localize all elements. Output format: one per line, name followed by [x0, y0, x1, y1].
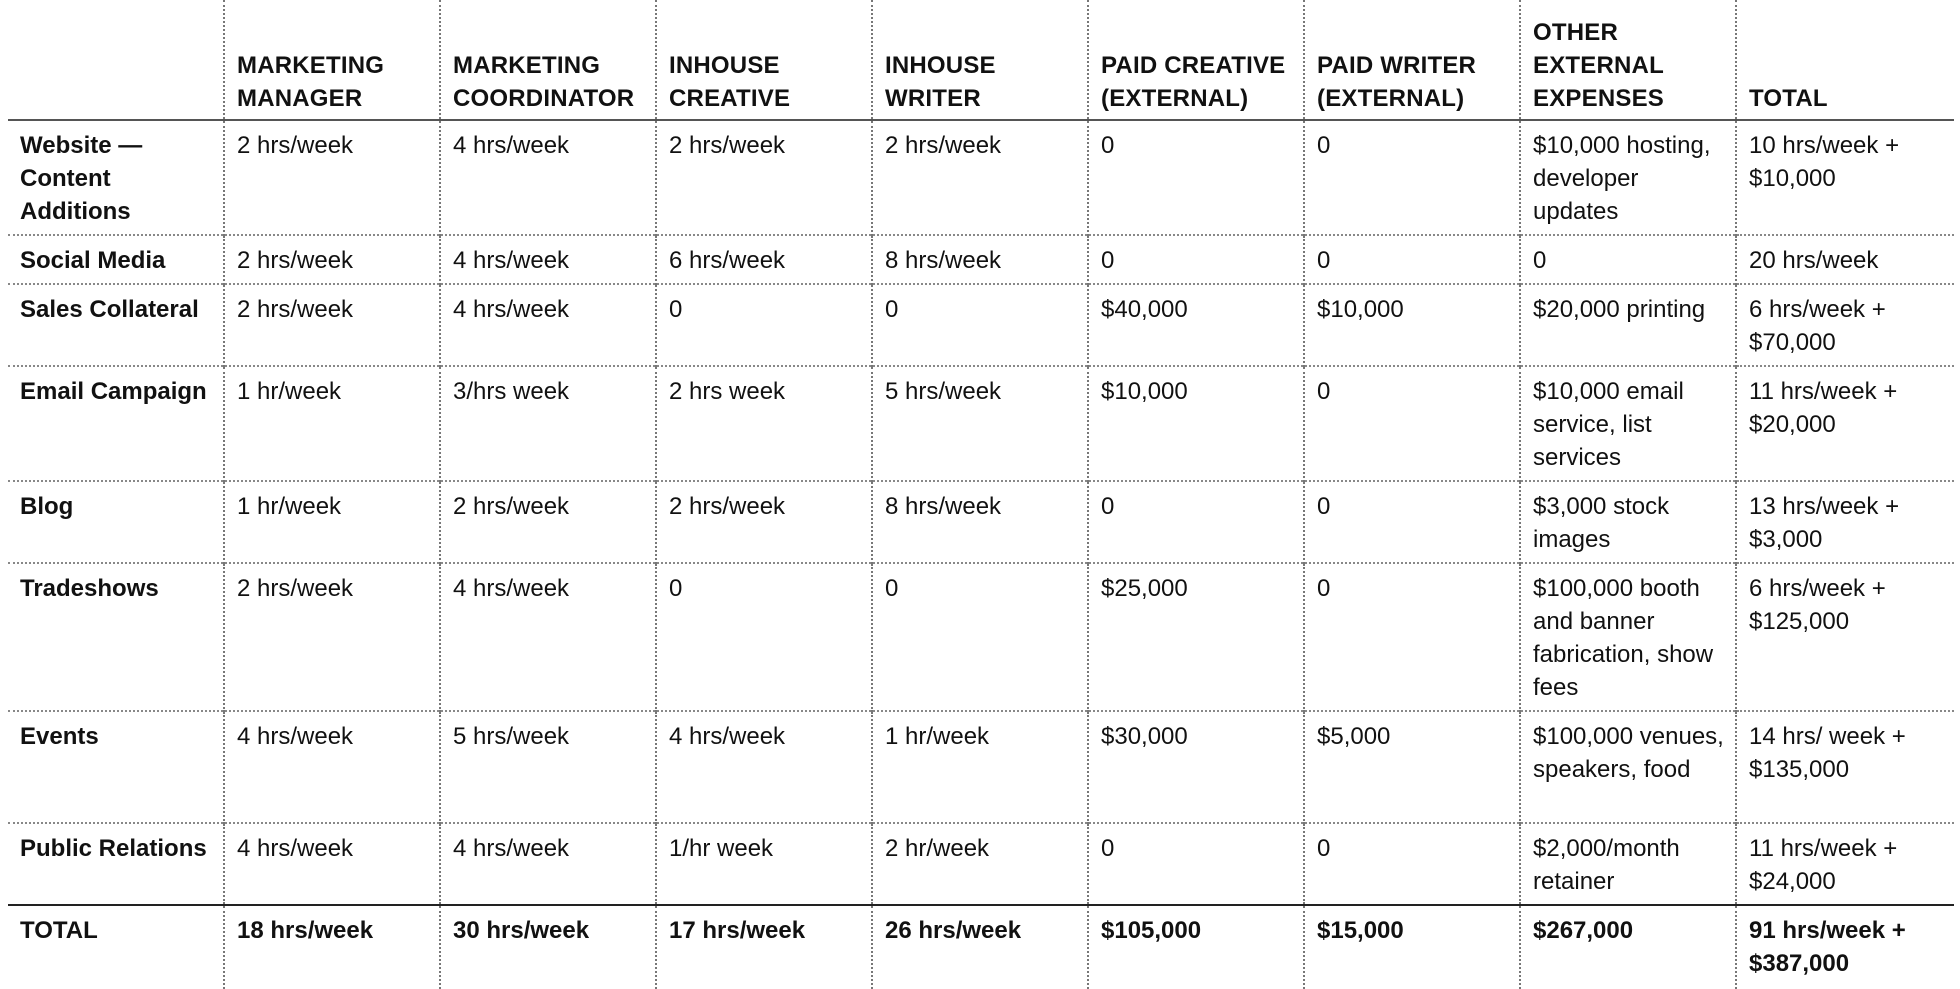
cell: 0 [1304, 823, 1520, 905]
table-row [8, 823, 1954, 905]
cell: 0 [1304, 120, 1520, 235]
header-inhouse-creative: INHOUSE CREATIVE [656, 0, 872, 120]
total-cell: 30 hrs/week [440, 905, 656, 989]
cell: 4 hrs/week [224, 711, 440, 823]
cell: 0 [656, 284, 872, 366]
cell: 0 [656, 563, 872, 711]
table-row [8, 235, 1954, 284]
table-row [8, 711, 1954, 823]
header-paid-writer: PAID WRITER (EXTERNAL) [1304, 0, 1520, 120]
cell: 0 [1088, 235, 1304, 284]
row-label: Website — Content Additions [20, 132, 143, 225]
cell: 2 hrs/week [872, 120, 1088, 235]
row-total: 10 hrs/week + $10,000 [1736, 120, 1954, 235]
total-cell: $15,000 [1304, 905, 1520, 989]
cell: $100,000 venues, speakers, food [1520, 711, 1736, 823]
total-row [8, 905, 1954, 989]
total-label: TOTAL [20, 917, 98, 944]
cell: 0 [872, 284, 1088, 366]
row-total: 6 hrs/week + $125,000 [1736, 563, 1954, 711]
table-row [8, 481, 1954, 563]
cell: 2 hrs/week [440, 481, 656, 563]
row-label: Events [20, 723, 99, 750]
row-total: 11 hrs/week + $20,000 [1736, 366, 1954, 481]
row-total: 6 hrs/week + $70,000 [1736, 284, 1954, 366]
cell: 4 hrs/week [224, 823, 440, 905]
total-cell: $105,000 [1088, 905, 1304, 989]
header-paid-creative: PAID CREATIVE (EXTERNAL) [1088, 0, 1304, 120]
cell: 3/hrs week [440, 366, 656, 481]
cell: 2 hrs/week [224, 235, 440, 284]
header-marketing-manager: MARKETING MANAGER [224, 0, 440, 120]
header-row [8, 0, 1954, 120]
cell: 4 hrs/week [440, 823, 656, 905]
cell: $10,000 [1088, 366, 1304, 481]
total-cell: $267,000 [1520, 905, 1736, 989]
cell: $10,000 [1304, 284, 1520, 366]
cell: 5 hrs/week [872, 366, 1088, 481]
cell: 8 hrs/week [872, 235, 1088, 284]
header-total: TOTAL [1736, 0, 1954, 120]
cell: 0 [872, 563, 1088, 711]
row-label: Email Campaign [20, 378, 207, 405]
cell: 0 [1304, 366, 1520, 481]
total-cell: 26 hrs/week [872, 905, 1088, 989]
header-blank [8, 0, 224, 120]
cell: 2 hrs/week [224, 563, 440, 711]
table-row [8, 120, 1954, 235]
cell: 4 hrs/week [440, 235, 656, 284]
cell: $30,000 [1088, 711, 1304, 823]
cell: 4 hrs/week [656, 711, 872, 823]
cell: 4 hrs/week [440, 120, 656, 235]
cell: 4 hrs/week [440, 563, 656, 711]
cell: 2 hr/week [872, 823, 1088, 905]
total-cell: 18 hrs/week [224, 905, 440, 989]
row-label: Tradeshows [20, 575, 159, 602]
cell: $2,000/month retainer [1520, 823, 1736, 905]
cell: $5,000 [1304, 711, 1520, 823]
cell: 2 hrs/week [224, 284, 440, 366]
cell: 6 hrs/week [656, 235, 872, 284]
table-row [8, 563, 1954, 711]
cell: 1 hr/week [872, 711, 1088, 823]
cell: 2 hrs/week [656, 481, 872, 563]
row-label: Social Media [20, 247, 166, 274]
grand-total: 91 hrs/week + $387,000 [1736, 905, 1954, 989]
cell: 0 [1088, 120, 1304, 235]
marketing-resource-table [8, 0, 1954, 989]
cell: 0 [1304, 481, 1520, 563]
row-label: Sales Collateral [20, 296, 199, 323]
cell: $10,000 email service, list services [1520, 366, 1736, 481]
row-total: 13 hrs/week + $3,000 [1736, 481, 1954, 563]
header-other-external-expenses: OTHER EXTERNAL EXPENSES [1520, 0, 1736, 120]
cell: $40,000 [1088, 284, 1304, 366]
header-marketing-coordinator: MARKETING COORDINATOR [440, 0, 656, 120]
cell: $20,000 printing [1520, 284, 1736, 366]
cell: 2 hrs/week [224, 120, 440, 235]
row-total: 14 hrs/ week + $135,000 [1736, 711, 1954, 823]
row-label: Public Relations [20, 835, 207, 862]
cell: 4 hrs/week [440, 284, 656, 366]
cell: 1 hr/week [224, 481, 440, 563]
table-row [8, 284, 1954, 366]
cell: 0 [1088, 481, 1304, 563]
cell: $3,000 stock images [1520, 481, 1736, 563]
cell: 1 hr/week [224, 366, 440, 481]
cell: $25,000 [1088, 563, 1304, 711]
cell: $10,000 hosting, developer updates [1520, 120, 1736, 235]
row-total: 20 hrs/week [1736, 235, 1954, 284]
cell: 0 [1520, 235, 1736, 284]
cell: 2 hrs week [656, 366, 872, 481]
row-label: Blog [20, 493, 74, 520]
cell: 0 [1088, 823, 1304, 905]
cell: 5 hrs/week [440, 711, 656, 823]
row-total: 11 hrs/week + $24,000 [1736, 823, 1954, 905]
cell: 2 hrs/week [656, 120, 872, 235]
cell: 0 [1304, 235, 1520, 284]
cell: $100,000 booth and banner fabrication, show fees [1520, 563, 1736, 711]
header-inhouse-writer: INHOUSE WRITER [872, 0, 1088, 120]
cell: 0 [1304, 563, 1520, 711]
cell: 8 hrs/week [872, 481, 1088, 563]
total-cell: 17 hrs/week [656, 905, 872, 989]
table-row [8, 366, 1954, 481]
cell: 1/hr week [656, 823, 872, 905]
